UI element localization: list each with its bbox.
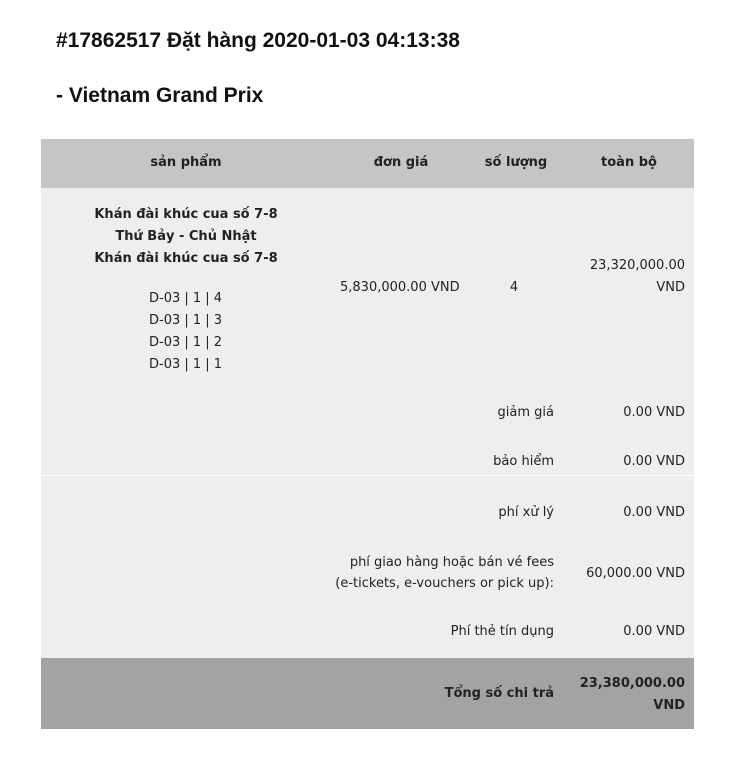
table-body [41, 188, 694, 658]
row-divider [41, 475, 694, 476]
header-quantity: số lượng [484, 155, 548, 170]
delivery-label-line1: phí giao hàng hoặc bán vé fees [349, 555, 554, 570]
product-cell [41, 204, 331, 270]
product-name: Khán đài khúc cua số 7-8 [94, 207, 278, 222]
card-fee-label: Phí thẻ tín dụng [450, 624, 554, 639]
event-title: - Vietnam Grand Prix [56, 84, 264, 107]
grand-total-label: Tổng số chi trả [444, 686, 554, 701]
item-unit-price: 5,830,000.00 VND [340, 280, 460, 295]
item-quantity: 4 [509, 280, 519, 295]
delivery-value: 60,000.00 VND [586, 566, 685, 581]
seat-line: D-03 | 1 | 4 [149, 291, 223, 306]
header-product: sản phẩm [150, 155, 222, 170]
delivery-label-line2: (e-tickets, e-vouchers or pick up): [335, 576, 554, 591]
discount-value: 0.00 VND [623, 405, 685, 420]
header-total: toàn bộ [601, 155, 657, 170]
item-total-currency: VND [656, 280, 685, 295]
handling-label: phí xử lý [498, 505, 554, 520]
seat-line: D-03 | 1 | 1 [149, 357, 223, 372]
insurance-label: bảo hiểm [493, 454, 554, 469]
product-area: Khán đài khúc cua số 7-8 [94, 251, 278, 266]
table-footer [41, 658, 694, 729]
handling-value: 0.00 VND [623, 505, 685, 520]
order-title: #17862517 Đặt hàng 2020-01-03 04:13:38 [56, 29, 460, 52]
header-unit-price: đơn giá [373, 155, 429, 170]
seat-line: D-03 | 1 | 2 [149, 335, 223, 350]
card-fee-value: 0.00 VND [623, 624, 685, 639]
discount-label: giảm giá [497, 405, 554, 420]
table-header [41, 139, 694, 188]
item-total-amount: 23,320,000.00 [589, 258, 685, 273]
product-days: Thứ Bảy - Chủ Nhật [115, 229, 257, 244]
insurance-value: 0.00 VND [623, 454, 685, 469]
grand-total-currency: VND [653, 698, 685, 713]
grand-total-amount: 23,380,000.00 [579, 676, 685, 691]
seat-line: D-03 | 1 | 3 [149, 313, 223, 328]
